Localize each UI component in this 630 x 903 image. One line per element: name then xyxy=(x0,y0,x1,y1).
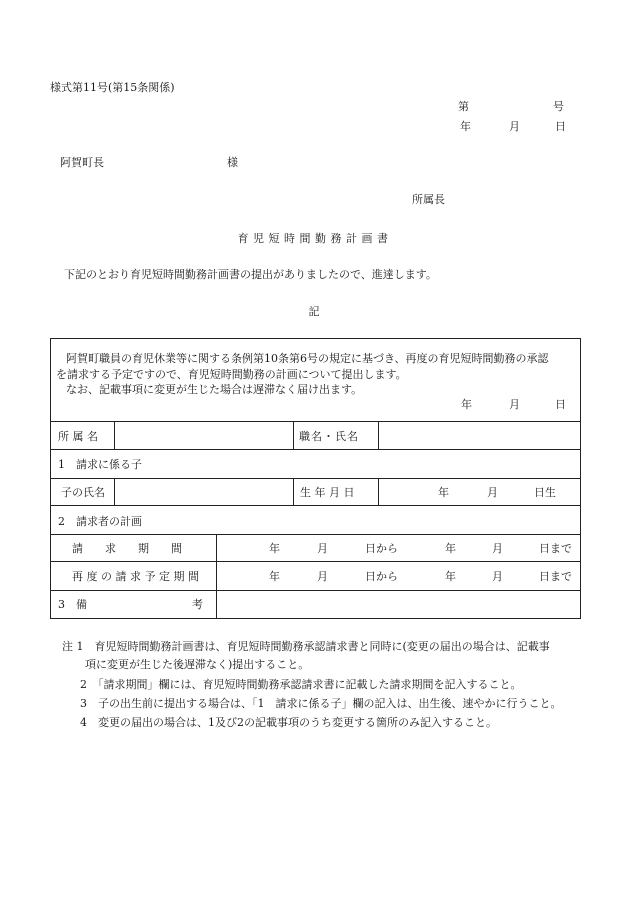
reperiod-from-year: 年 xyxy=(269,570,280,583)
row-divider xyxy=(50,421,581,422)
reperiod-to-suffix: 日まで xyxy=(539,570,572,583)
row-divider xyxy=(50,505,581,506)
statement-line-2: を請求する予定ですので、育児短時間勤務の計画について提出します。 xyxy=(56,368,407,381)
row-divider xyxy=(50,590,581,591)
note-3: 3 子の出生前に提出する場合は、「1 請求に係る子」欄の記入は、出生後、速やかに行うこと。 xyxy=(80,697,562,710)
form-number-header: 様式第11号(第15条関係) xyxy=(50,81,175,94)
name-label: 職名・氏名 xyxy=(299,430,359,443)
birth-year: 年 xyxy=(438,486,449,499)
statement-date-year: 年 xyxy=(461,398,472,411)
period-from-year: 年 xyxy=(269,542,280,555)
period-to-year: 年 xyxy=(445,542,456,555)
rerequest-period-label: 再 度 の 請 求 予 定 期 間 xyxy=(72,570,199,583)
col-divider xyxy=(114,478,115,505)
period-from-month: 月 xyxy=(317,542,328,555)
date-year: 年 xyxy=(460,120,471,133)
doc-number-suffix: 号 xyxy=(553,100,564,113)
statement-line-1: 阿賀町職員の育児休業等に関する条例第10条第6号の規定に基づき、再度の育児短時間勤務の承認 xyxy=(66,352,549,365)
note-1-line-1: 注 1 育児短時間勤務計画書は、育児短時間勤務承認請求書と同時に(変更の届出の場合は、記載事 xyxy=(62,640,550,653)
honorific: 様 xyxy=(227,156,238,169)
period-to-suffix: 日まで xyxy=(539,542,572,555)
reperiod-from-suffix: 日から xyxy=(365,570,398,583)
col-divider xyxy=(293,478,294,505)
note-4: 4 変更の届出の場合は、1及び2の記載事項のうち変更する箇所のみ記入すること。 xyxy=(80,716,497,729)
remarks-label-end: 考 xyxy=(192,598,203,611)
section-2-heading: 2 請求者の計画 xyxy=(58,515,142,528)
sender: 所属長 xyxy=(412,193,445,206)
col-divider xyxy=(216,534,217,619)
doc-number-label: 第 xyxy=(458,100,469,113)
period-from-suffix: 日から xyxy=(365,542,398,555)
ki-marker: 記 xyxy=(308,305,320,318)
row-divider xyxy=(50,478,581,479)
note-2: 2 「請求期間」欄には、育児短時間勤務承認請求書に記載した請求期間を記入すること。 xyxy=(80,678,522,691)
addressee: 阿賀町長 xyxy=(60,156,104,169)
remarks-label-start: 3 備 xyxy=(58,598,87,611)
birth-date-label: 生 年 月 日 xyxy=(300,486,355,499)
reperiod-from-month: 月 xyxy=(317,570,328,583)
intro-text: 下記のとおり育児短時間勤務計画書の提出がありましたので、進達します。 xyxy=(64,268,437,281)
period-to-month: 月 xyxy=(492,542,503,555)
document-title: 育児短時間勤務計画書 xyxy=(237,232,393,245)
row-divider xyxy=(50,449,581,450)
row-divider xyxy=(50,561,581,562)
section-1-heading: 1 請求に係る子 xyxy=(58,458,142,471)
col-divider xyxy=(378,478,379,505)
statement-line-3: なお、記載事項に変更が生じた場合は遅滞なく届け出ます。 xyxy=(66,383,363,396)
row-divider xyxy=(50,534,581,535)
col-divider xyxy=(293,421,294,449)
reperiod-to-year: 年 xyxy=(445,570,456,583)
date-month: 月 xyxy=(509,120,520,133)
birth-day: 日生 xyxy=(534,486,556,499)
reperiod-to-month: 月 xyxy=(492,570,503,583)
note-1-line-2: 項に変更が生じた後遅滞なく)提出すること。 xyxy=(85,658,310,671)
col-divider xyxy=(378,421,379,449)
dept-label: 所 属 名 xyxy=(58,430,98,443)
request-period-label: 請 求 期 間 xyxy=(72,542,182,555)
birth-month: 月 xyxy=(487,486,498,499)
date-day: 日 xyxy=(555,120,566,133)
statement-date-month: 月 xyxy=(509,398,520,411)
col-divider xyxy=(114,421,115,449)
child-name-label: 子の氏名 xyxy=(61,486,105,499)
statement-date-day: 日 xyxy=(555,398,566,411)
